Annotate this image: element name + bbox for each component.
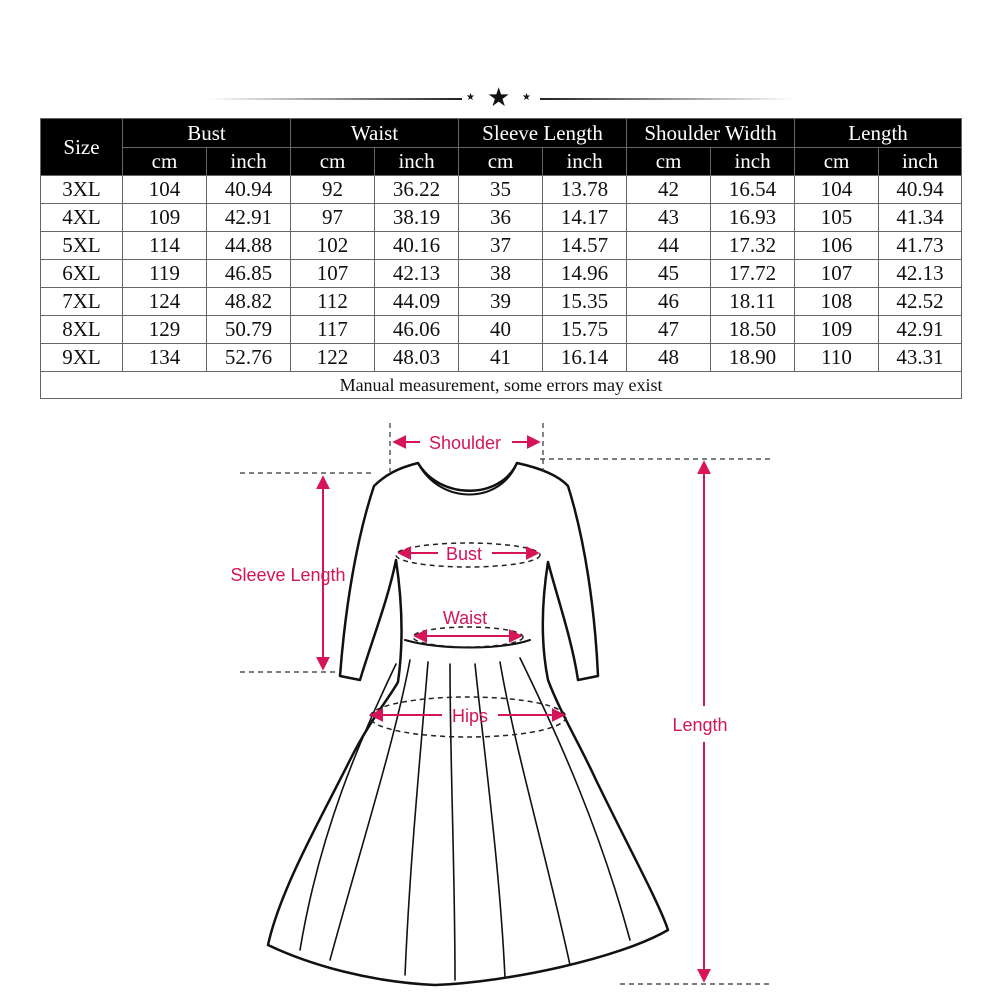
table-cell: 41.73	[879, 232, 962, 260]
table-cell: 108	[795, 288, 879, 316]
table-cell: 15.35	[543, 288, 627, 316]
table-cell: 40.94	[207, 176, 291, 204]
unit-header-inch: inch	[375, 148, 459, 176]
table-cell: 97	[291, 204, 375, 232]
table-cell: 46	[627, 288, 711, 316]
unit-header-cm: cm	[123, 148, 207, 176]
table-cell: 52.76	[207, 344, 291, 372]
length-label: Length	[672, 715, 728, 735]
hips-label: Hips	[451, 706, 489, 726]
group-header-shoulder-width: Shoulder Width	[627, 119, 795, 148]
table-cell: 18.11	[711, 288, 795, 316]
size-cell: 5XL	[41, 232, 123, 260]
table-cell: 13.78	[543, 176, 627, 204]
table-cell: 41.34	[879, 204, 962, 232]
table-cell: 42.13	[879, 260, 962, 288]
size-cell: 4XL	[41, 204, 123, 232]
bust-label: Bust	[445, 544, 483, 564]
size-cell: 9XL	[41, 344, 123, 372]
table-cell: 104	[795, 176, 879, 204]
table-cell: 48.82	[207, 288, 291, 316]
table-cell: 107	[291, 260, 375, 288]
table-cell: 38	[459, 260, 543, 288]
table-cell: 43	[627, 204, 711, 232]
table-cell: 122	[291, 344, 375, 372]
unit-header-inch: inch	[543, 148, 627, 176]
table-cell: 14.17	[543, 204, 627, 232]
table-cell: 39	[459, 288, 543, 316]
table-cell: 36.22	[375, 176, 459, 204]
table-cell: 46.85	[207, 260, 291, 288]
table-cell: 124	[123, 288, 207, 316]
table-cell: 43.31	[879, 344, 962, 372]
group-header-sleeve-length: Sleeve Length	[459, 119, 627, 148]
table-cell: 44.09	[375, 288, 459, 316]
table-cell: 40.16	[375, 232, 459, 260]
table-cell: 42.91	[207, 204, 291, 232]
star-icon: ★	[487, 83, 511, 113]
table-cell: 45	[627, 260, 711, 288]
size-column-header: Size	[41, 119, 123, 176]
table-cell: 42.91	[879, 316, 962, 344]
table-cell: 104	[123, 176, 207, 204]
table-cell: 48	[627, 344, 711, 372]
table-cell: 106	[795, 232, 879, 260]
table-cell: 14.57	[543, 232, 627, 260]
table-cell: 37	[459, 232, 543, 260]
table-cell: 16.14	[543, 344, 627, 372]
size-cell: 8XL	[41, 316, 123, 344]
table-cell: 14.96	[543, 260, 627, 288]
table-cell: 102	[291, 232, 375, 260]
waist-label: Waist	[442, 608, 488, 628]
table-cell: 16.93	[711, 204, 795, 232]
table-cell: 40.94	[879, 176, 962, 204]
table-cell: 129	[123, 316, 207, 344]
unit-header-cm: cm	[795, 148, 879, 176]
unit-header-cm: cm	[459, 148, 543, 176]
table-cell: 41	[459, 344, 543, 372]
small-star-icon: ★	[522, 92, 531, 103]
size-cell: 3XL	[41, 176, 123, 204]
table-cell: 48.03	[375, 344, 459, 372]
unit-header-inch: inch	[879, 148, 962, 176]
table-cell: 15.75	[543, 316, 627, 344]
guide-lines	[240, 423, 770, 984]
measurement-note: Manual measurement, some errors may exist	[41, 372, 962, 399]
small-star-icon: ★	[466, 92, 475, 103]
table-cell: 114	[123, 232, 207, 260]
unit-header-cm: cm	[291, 148, 375, 176]
table-cell: 42.52	[879, 288, 962, 316]
table-cell: 109	[795, 316, 879, 344]
sleeve-length-label: Sleeve Length	[230, 565, 346, 585]
table-cell: 47	[627, 316, 711, 344]
table-cell: 17.72	[711, 260, 795, 288]
group-header-bust: Bust	[123, 119, 291, 148]
shoulder-label: Shoulder	[428, 433, 502, 453]
unit-header-inch: inch	[711, 148, 795, 176]
table-cell: 44.88	[207, 232, 291, 260]
group-header-waist: Waist	[291, 119, 459, 148]
table-cell: 18.50	[711, 316, 795, 344]
table-cell: 42	[627, 176, 711, 204]
size-cell: 7XL	[41, 288, 123, 316]
size-cell: 6XL	[41, 260, 123, 288]
table-cell: 44	[627, 232, 711, 260]
table-cell: 107	[795, 260, 879, 288]
table-cell: 16.54	[711, 176, 795, 204]
table-cell: 112	[291, 288, 375, 316]
table-cell: 117	[291, 316, 375, 344]
table-cell: 50.79	[207, 316, 291, 344]
table-cell: 134	[123, 344, 207, 372]
table-cell: 92	[291, 176, 375, 204]
table-cell: 40	[459, 316, 543, 344]
group-header-length: Length	[795, 119, 962, 148]
table-cell: 17.32	[711, 232, 795, 260]
unit-header-cm: cm	[627, 148, 711, 176]
table-cell: 46.06	[375, 316, 459, 344]
table-cell: 119	[123, 260, 207, 288]
table-cell: 42.13	[375, 260, 459, 288]
table-cell: 35	[459, 176, 543, 204]
table-cell: 110	[795, 344, 879, 372]
table-cell: 109	[123, 204, 207, 232]
table-cell: 36	[459, 204, 543, 232]
table-cell: 105	[795, 204, 879, 232]
unit-header-inch: inch	[207, 148, 291, 176]
table-cell: 18.90	[711, 344, 795, 372]
table-cell: 38.19	[375, 204, 459, 232]
